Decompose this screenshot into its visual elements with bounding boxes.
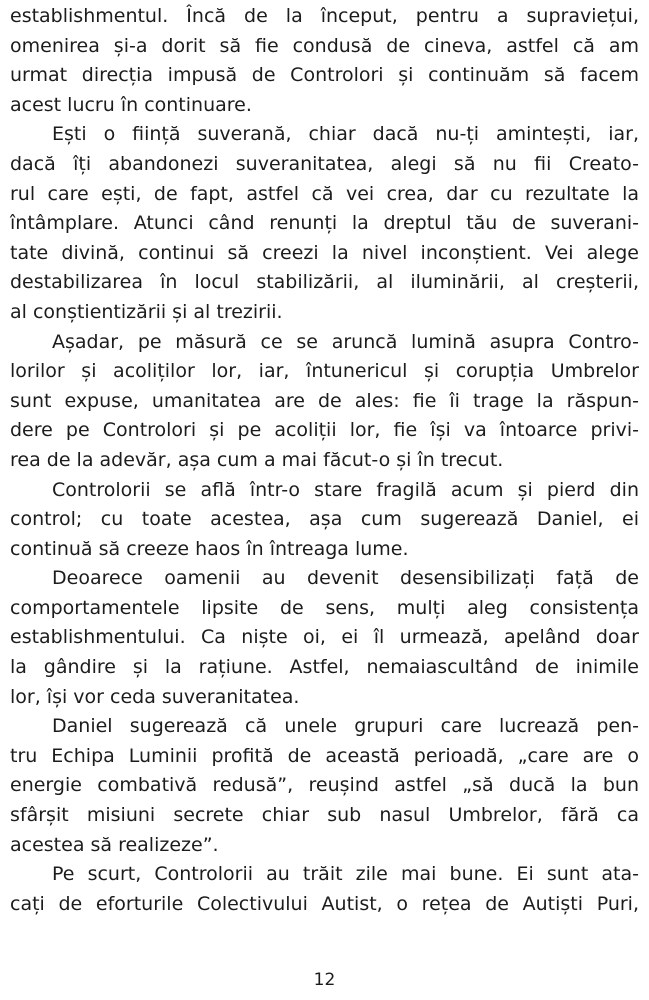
text-line: acestea să realizeze”. bbox=[10, 833, 219, 856]
paragraph bbox=[10, 476, 639, 565]
text-line: al conștientizării și al trezirii. bbox=[10, 300, 283, 323]
text-line: Ești o ființă suverană, chiar dacă nu-ți amintești, iar, bbox=[52, 123, 639, 146]
text-line: rea de la adevăr, așa cum a mai făcut-o și în trecut. bbox=[10, 448, 504, 471]
text-line: lor, își vor ceda suveranitatea. bbox=[10, 685, 300, 708]
text-line: cați de eforturile Colectivului Autist, o rețea de Autiști Puri, bbox=[10, 892, 639, 915]
text-line: energie combativă redusă”, reușind astfel „să ducă la bun bbox=[10, 774, 639, 797]
paragraph bbox=[10, 2, 639, 120]
text-line: control; cu toate acestea, așa cum sugerează Daniel, ei bbox=[10, 508, 639, 531]
text-line: rul care ești, de fapt, astfel că vei crea, dar cu rezultate la bbox=[10, 182, 639, 205]
paragraph bbox=[10, 712, 639, 860]
text-line: lorilor și acoliților lor, iar, întunericul și corupția Umbrelor bbox=[10, 360, 639, 383]
text-line: destabilizarea în locul stabilizării, al iluminării, al creșterii, bbox=[10, 271, 639, 294]
text-line: establishmentul. Încă de la început, pentru a supraviețui, bbox=[10, 5, 639, 27]
text-line: tru Echipa Luminii profită de această perioadă, „care are o bbox=[10, 744, 639, 767]
text-line: omenirea și-a dorit să fie condusă de cineva, astfel că am bbox=[10, 34, 639, 57]
page-number: 12 bbox=[313, 970, 336, 990]
text-line: acest lucru în continuare. bbox=[10, 93, 252, 116]
text-line: sunt expuse, umanitatea are de ales: fie îi trage la răspun- bbox=[10, 389, 639, 412]
page-body bbox=[10, 2, 639, 919]
paragraph bbox=[10, 328, 639, 476]
text-line: dere pe Controlori și pe acoliții lor, fie își va întoarce privi- bbox=[10, 419, 639, 442]
text-line: urmat direcția impusă de Controlori și continuăm să facem bbox=[10, 64, 639, 87]
text-line: dacă îți abandonezi suveranitatea, alegi să nu fii Creato- bbox=[10, 152, 639, 175]
text-line: sfârșit misiuni secrete chiar sub nasul Umbrelor, fără ca bbox=[10, 804, 639, 827]
text-line: întâmplare. Atunci când renunți la dreptul tău de suverani- bbox=[10, 212, 639, 235]
paragraph bbox=[10, 564, 639, 712]
text-line: comportamentele lipsite de sens, mulți aleg consistența bbox=[10, 596, 639, 619]
text-line: establishmentului. Ca niște oi, ei îl urmează, apelând doar bbox=[10, 626, 639, 649]
text-line: Controlorii se află într-o stare fragilă acum și pierd din bbox=[52, 478, 639, 501]
text-line: Deoarece oamenii au devenit desensibilizați față de bbox=[52, 567, 639, 590]
text-line: Daniel sugerează că unele grupuri care lucrează pen- bbox=[52, 715, 639, 738]
text-line: Pe scurt, Controlorii au trăit zile mai bune. Ei sunt ata- bbox=[52, 863, 639, 886]
paragraph bbox=[10, 860, 639, 919]
text-line: continuă să creeze haos în întreaga lume. bbox=[10, 537, 409, 560]
paragraph bbox=[10, 120, 639, 327]
text-line: la gândire și la rațiune. Astfel, nemaiascultând de inimile bbox=[10, 656, 639, 679]
text-line: tate divină, continui să creezi la nivel inconștient. Vei alege bbox=[10, 241, 639, 264]
text-line: Așadar, pe măsură ce se aruncă lumină asupra Contro- bbox=[52, 330, 639, 353]
